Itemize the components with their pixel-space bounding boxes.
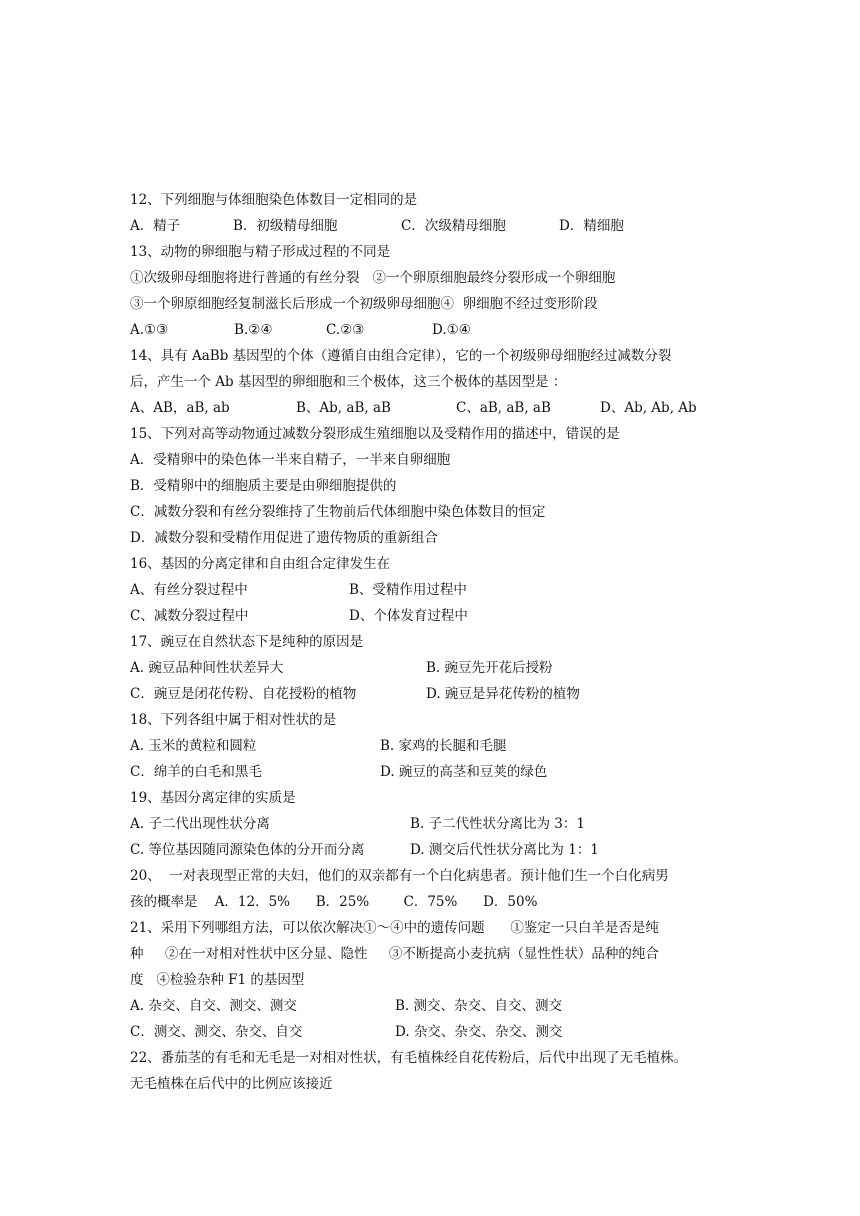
q16-stem-text: 16、基因的分离定律和自由组合定律发生在 — [130, 556, 391, 572]
q14-stem-1-text: 14、具有 AaBb 基因型的个体（遵循自由组合定律），它的一个初级卵母细胞经过减数分裂 — [130, 348, 672, 364]
q15-option-a — [130, 447, 745, 473]
q13-statement-2 — [130, 291, 745, 317]
q21-stem-3 — [130, 967, 745, 993]
q13-statement-1 — [130, 265, 745, 291]
q13-option-a: A.①③ — [130, 322, 169, 338]
q19-option-a: A. 子二代出现性状分离 — [130, 816, 270, 832]
q17-option-a: A. 豌豆品种间性状差异大 — [130, 660, 284, 676]
q15-stem-text: 15、下列对高等动物通过减数分裂形成生殖细胞以及受精作用的描述中，错误的是 — [130, 426, 620, 442]
q14-option-b: B、Ab, aB, aB — [296, 400, 391, 416]
q14-option-a: A、AB，aB, ab — [130, 400, 230, 416]
q13-option-c: C.②③ — [326, 322, 365, 338]
q17-options-row-2 — [130, 681, 745, 707]
q18-option-a: A. 玉米的黄粒和圆粒 — [130, 738, 257, 754]
q20-stem-1-text: 20、 一对表现型正常的夫妇，他们的双亲都有一个白化病患者。预计他们生一个白化病男 — [130, 868, 669, 884]
q15-stem — [130, 421, 745, 447]
q19-option-c: C. 等位基因随同源染色体的分开而分离 — [130, 842, 365, 858]
q14-stem-1 — [130, 343, 745, 369]
q12-stem — [130, 187, 745, 213]
q16-option-c: C、减数分裂过程中 — [130, 608, 249, 624]
q14-options — [130, 395, 745, 421]
q17-option-d: D. 豌豆是异花传粉的植物 — [426, 686, 580, 702]
q21-stem-1-text: 21、采用下列哪组方法，可以依次解决①～④中的遗传问题 ①鉴定一只白羊是否是纯 — [130, 920, 659, 936]
q19-options-row-1 — [130, 811, 745, 837]
q18-stem — [130, 707, 745, 733]
q12-options — [130, 213, 745, 239]
q18-option-c: C．绵羊的白毛和黑毛 — [130, 764, 262, 780]
q20-stem-1 — [130, 863, 745, 889]
q18-option-b: B. 家鸡的长腿和毛腿 — [380, 738, 507, 754]
q13-option-d: D.①④ — [432, 322, 471, 338]
exam-page — [130, 187, 745, 1097]
q19-options-row-2 — [130, 837, 745, 863]
q15-option-b — [130, 473, 745, 499]
q15-option-c — [130, 499, 745, 525]
q14-stem-2 — [130, 369, 745, 395]
q15-option-c-text: C．减数分裂和有丝分裂维持了生物前后代体细胞中染色体数目的恒定 — [130, 504, 546, 520]
q17-option-c: C．豌豆是闭花传粉、自花授粉的植物 — [130, 686, 357, 702]
q15-option-a-text: A．受精卵中的染色体一半来自精子，一半来自卵细胞 — [130, 452, 451, 468]
q20-stem-2 — [130, 889, 745, 915]
q16-option-a: A、有丝分裂过程中 — [130, 582, 248, 598]
q12-option-b: B．初级精母细胞 — [233, 218, 338, 234]
q12-option-c: C．次级精母细胞 — [401, 218, 506, 234]
q17-options-row-1 — [130, 655, 745, 681]
q17-stem-text: 17、豌豆在自然状态下是纯种的原因是 — [130, 634, 364, 650]
q21-options-row-1 — [130, 993, 745, 1019]
q18-stem-text: 18、下列各组中属于相对性状的是 — [130, 712, 337, 728]
q14-option-c: C、aB, aB, aB — [456, 400, 551, 416]
q17-option-b: B. 豌豆先开花后授粉 — [426, 660, 553, 676]
q21-stem-2 — [130, 941, 745, 967]
q15-option-d-text: D．减数分裂和受精作用促进了遗传物质的重新组合 — [130, 530, 438, 546]
q15-option-b-text: B．受精卵中的细胞质主要是由卵细胞提供的 — [130, 478, 397, 494]
q12-option-d: D．精细胞 — [559, 218, 624, 234]
q16-option-b: B、受精作用过程中 — [349, 582, 467, 598]
q18-options-row-2 — [130, 759, 745, 785]
q19-option-b: B. 子二代性状分离比为 3：1 — [410, 816, 585, 832]
q17-stem — [130, 629, 745, 655]
q21-options-row-2 — [130, 1019, 745, 1045]
q16-options-row-2 — [130, 603, 745, 629]
q12-stem-text: 12、下列细胞与体细胞染色体数目一定相同的是 — [130, 192, 418, 208]
q21-option-d: D. 杂交、杂交、杂交、测交 — [395, 1024, 563, 1040]
q13-statement-2-text: ③一个卵原细胞经复制滋长后形成一个初级卵母细胞④ 卵细胞不经过变形阶段 — [130, 296, 598, 312]
q21-stem-1 — [130, 915, 745, 941]
q22-stem-2 — [130, 1071, 745, 1097]
q21-stem-3-text: 度 ④检验杂种 F1 的基因型 — [130, 972, 305, 988]
q15-option-d — [130, 525, 745, 551]
q21-option-c: C．测交、测交、杂交、自交 — [130, 1024, 303, 1040]
q22-stem-1-text: 22、番茄茎的有毛和无毛是一对相对性状，有毛植株经自花传粉后，后代中出现了无毛植株。 — [130, 1050, 688, 1066]
q22-stem-2-text: 无毛植株在后代中的比例应该接近 — [130, 1076, 333, 1092]
q19-stem — [130, 785, 745, 811]
q18-options-row-1 — [130, 733, 745, 759]
q21-option-a: A. 杂交、自交、测交、测交 — [130, 998, 297, 1014]
q13-stem — [130, 239, 745, 265]
q12-option-a: A．精子 — [130, 218, 181, 234]
q21-option-b: B. 测交、杂交、自交、测交 — [395, 998, 563, 1014]
q16-stem — [130, 551, 745, 577]
q13-statement-1-text: ①次级卵母细胞将进行普通的有丝分裂 ②一个卵原细胞最终分裂形成一个卵细胞 — [130, 270, 616, 286]
q13-stem-text: 13、动物的卵细胞与精子形成过程的不同是 — [130, 244, 391, 260]
q19-option-d: D. 测交后代性状分离比为 1：1 — [410, 842, 599, 858]
q16-option-d: D、个体发育过程中 — [349, 608, 468, 624]
q14-option-d: D、Ab, Ab, Ab — [600, 400, 697, 416]
q18-option-d: D. 豌豆的高茎和豆荚的绿色 — [380, 764, 548, 780]
q21-stem-2-text: 种 ②在一对相对性状中区分显、隐性 ③不断提高小麦抗病（显性性状）品种的纯合 — [130, 946, 659, 962]
q22-stem-1 — [130, 1045, 745, 1071]
q16-options-row-1 — [130, 577, 745, 603]
q20-stem-2-text: 孩的概率是 A．12．5% B．25% C．75% D．50% — [130, 894, 538, 910]
q13-option-b: B.②④ — [234, 322, 273, 338]
q13-options — [130, 317, 745, 343]
q14-stem-2-text: 后，产生一个 Ab 基因型的卵细胞和三个极体，这三个极体的基因型是 ： — [130, 374, 567, 390]
q19-stem-text: 19、基因分离定律的实质是 — [130, 790, 296, 806]
